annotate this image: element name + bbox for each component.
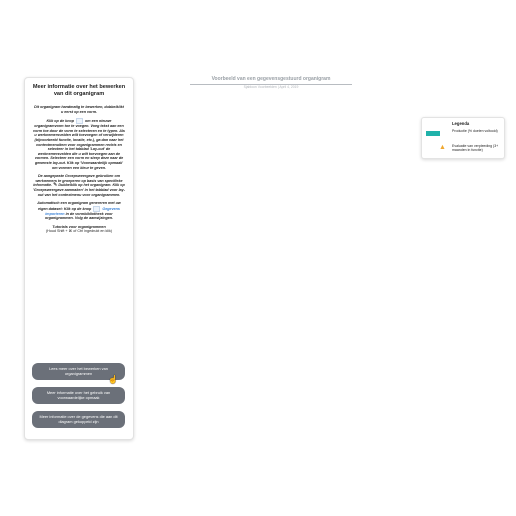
- import-data-link[interactable]: Gegevens importeren: [45, 206, 120, 216]
- panel-paragraph-add-shape: [33, 118, 125, 170]
- legend-title: Legenda: [452, 121, 470, 126]
- panel-paragraph-groups: [33, 174, 125, 197]
- panel-title: Meer informatie over het bewerken van dit organigram: [32, 84, 126, 97]
- panel-text: Klik op de knop: [46, 119, 74, 124]
- warning-icon: ▲: [439, 144, 446, 151]
- panel-text: om een nieuwe organigramvorm toe te voegen.: [34, 119, 112, 129]
- panel-text: Volg de aanwijzingen.: [74, 216, 114, 221]
- wrench-icon: ✎: [53, 182, 58, 189]
- hand-cursor-icon: ☝: [108, 375, 118, 384]
- panel-paragraph: Dit organigram handmatig te bewerken, dubbelklikt u eerst op een vorm.: [34, 105, 124, 114]
- panel-text: Voeg tekst aan een vorm toe door de vorm te selecteren en te typen.: [33, 124, 124, 133]
- linked-data-button[interactable]: Meer informatie over de gegevens die aan dit diagram gekoppeld zijn: [32, 411, 125, 428]
- document-title: Voorbeeld van een gegevensgestuurd organigram: [190, 76, 352, 85]
- panel-text: in de vormbibliotheek voor organigrammen.: [44, 211, 113, 221]
- tutorial-hint: (Houd Shift + ⌘ of Ctrl ingedrukt en klik): [45, 229, 113, 234]
- panel-text: Als u werknemersvelden wilt toevoegen of verwijderen (bijvoorbeeld functie, locatie, etc.), ga dan naar het contextmenuitem voor organigrammen rechts en selecteer in het tabblad 'Lay-out' de werknemersvelden die u wilt toevoegen aan de vormen.: [34, 128, 125, 161]
- panel-text: Klik op 'Groepsweergave aanmaken' in het tabblad voor lay-out van het contextmenu voor organigrammen.: [33, 183, 125, 197]
- tutorial-link[interactable]: Tutorials voor organigrammen: [52, 224, 106, 229]
- legend-item-evaluatie: Evaluatie van verpleeding (3+ maanden in functie): [452, 144, 499, 153]
- panel-paragraph-data: [33, 201, 125, 221]
- panel-text: Automatisch een organigram genereren met uw eigen dataset:: [37, 201, 121, 211]
- panel-text: De aangepaste Groepsweergave gebruiken om werknemers te groeperen op basis van specifieke informatie.: [33, 174, 123, 188]
- document-subtitle: Sjabloon Voorbeelden | April 4, 2019: [243, 85, 299, 89]
- panel-paragraph-tutorial: [33, 225, 125, 234]
- legend-item-productie: Productie (% doelen voltooid): [452, 129, 498, 133]
- panel-text: Klik op de knop: [63, 206, 92, 211]
- legend-box: [421, 117, 505, 159]
- panel-body: [33, 105, 125, 238]
- panel-text: Dubbelklik op het organigram.: [58, 183, 112, 188]
- panel-text: Klik op 'Voorwaardelijk opmaak' om vormen een kleur te geven.: [51, 160, 124, 170]
- learn-more-button[interactable]: Lees meer over het bewerken van organigrammen: [32, 363, 125, 380]
- conditional-formatting-button[interactable]: Meer informatie over het gebruik van voorwaardelijke opmaak: [32, 387, 125, 404]
- legend-swatch-productie: [426, 131, 440, 136]
- panel-text: Selecteer een vorm en sleep deze naar de gewenste lay-out.: [34, 156, 124, 165]
- help-panel: [24, 77, 134, 440]
